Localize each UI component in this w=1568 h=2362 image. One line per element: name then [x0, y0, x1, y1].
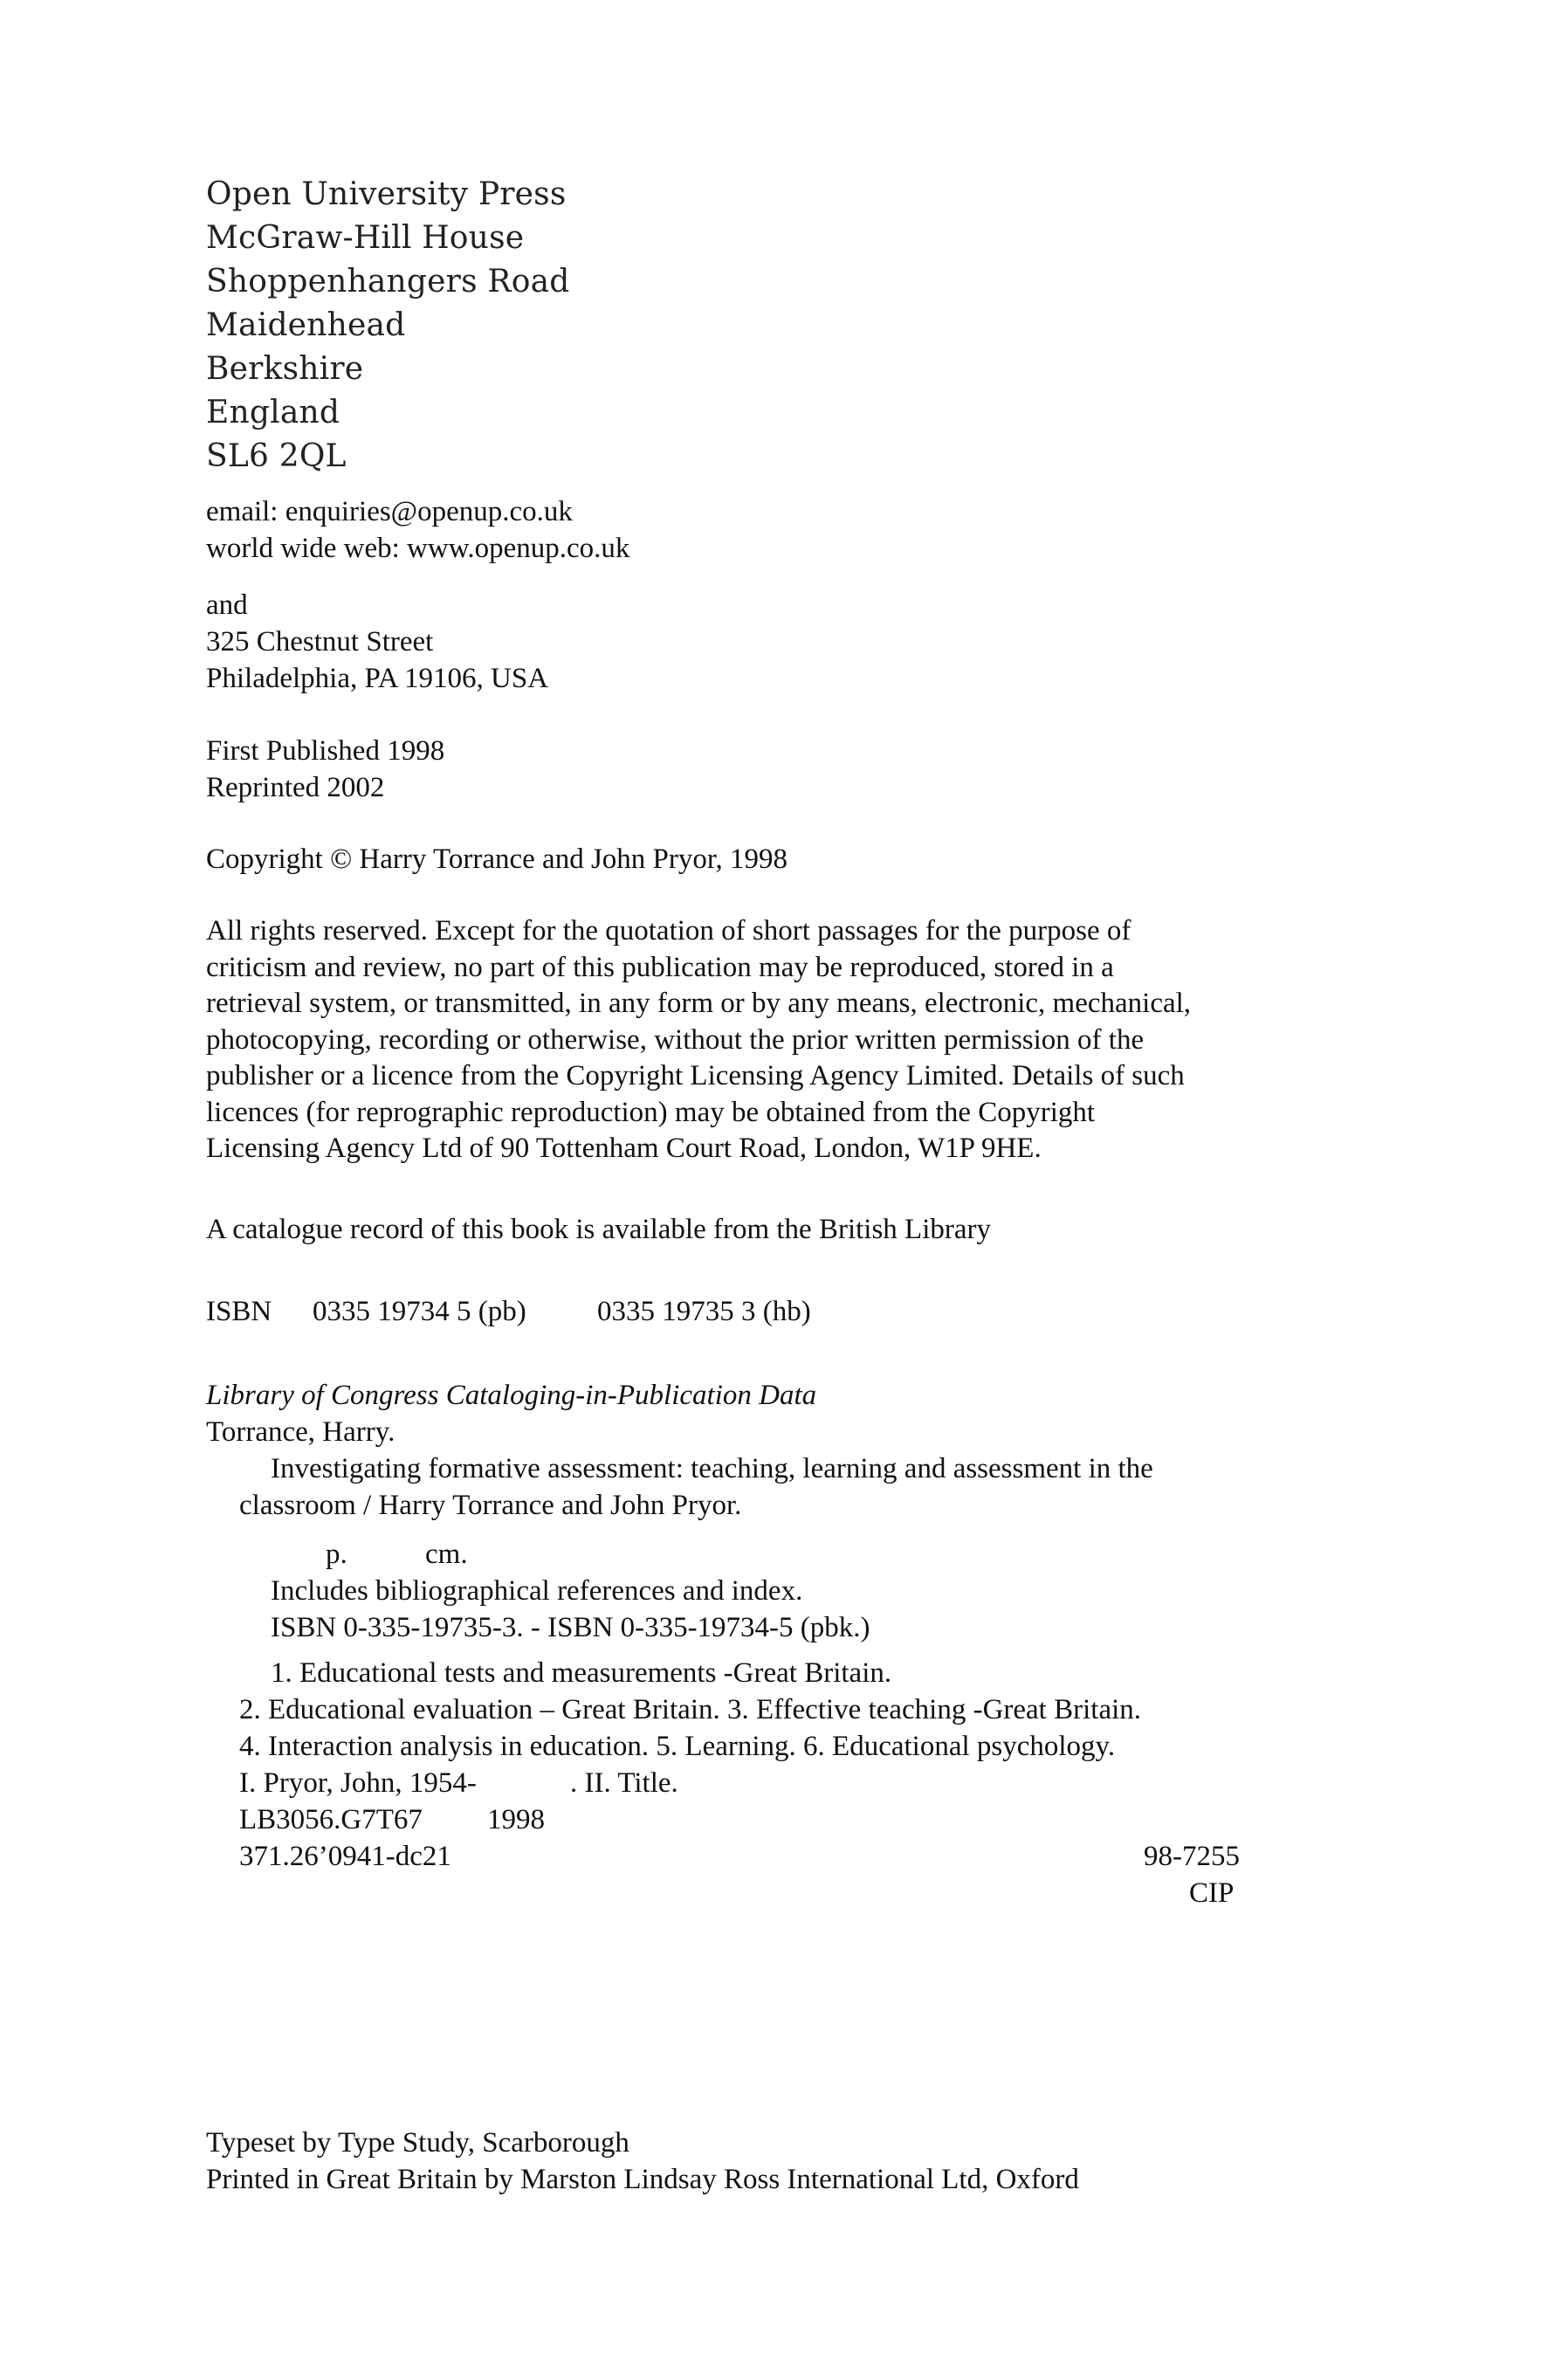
reprinted: Reprinted 2002 [206, 772, 385, 803]
cip-subject-2: 2. Educational evaluation – Great Britain. 3. Effective teaching -Great Britain. [239, 1694, 1142, 1725]
catalogue-record: A catalogue record of this book is available from the British Library [206, 1214, 991, 1245]
publisher-road: Shoppenhangers Road [206, 264, 570, 300]
cip-dewey: 371.26’0941-dc21 [239, 1841, 451, 1872]
copyright-notice: Copyright © Harry Torrance and John Pryor, 1998 [206, 844, 788, 875]
cip-includes: Includes bibliographical references and index. [271, 1575, 803, 1607]
publisher-postcode: SL6 2QL [206, 438, 347, 474]
isbn-hardback: 0335 19735 3 (hb) [597, 1296, 811, 1327]
rights-line: photocopying, recording or otherwise, without the prior written permission of the [206, 1023, 1145, 1056]
cip-pages: p. [326, 1539, 347, 1570]
typeset-by: Typeset by Type Study, Scarborough [206, 2127, 629, 2159]
publisher-building: McGraw-Hill House [206, 220, 525, 256]
us-address-and: and [206, 589, 248, 621]
cip-subject-3: 4. Interaction analysis in education. 5. Learning. 6. Educational psychology. [239, 1731, 1116, 1762]
rights-paragraph [206, 913, 1376, 1167]
cip-author: Torrance, Harry. [206, 1416, 395, 1448]
cip-lc-year: 1998 [487, 1804, 545, 1835]
cip-heading: Library of Congress Cataloging-in-Publication Data [206, 1380, 817, 1411]
cip-cm: cm. [425, 1539, 468, 1570]
contact-email: email: enquiries@openup.co.uk [206, 496, 573, 527]
rights-line: licences (for reprographic reproduction) may be obtained from the Copyright [206, 1096, 1096, 1128]
cip-isbn: ISBN 0-335-19735-3. - ISBN 0-335-19734-5 (pbk.) [271, 1612, 870, 1643]
first-published: First Published 1998 [206, 735, 445, 767]
cip-title-line1: Investigating formative assessment: teaching, learning and assessment in the [271, 1453, 1153, 1484]
contact-web: world wide web: www.openup.co.uk [206, 533, 630, 564]
isbn-paperback: 0335 19734 5 (pb) [313, 1296, 526, 1327]
rights-line: criticism and review, no part of this publication may be reproduced, stored in a [206, 951, 1114, 983]
cip-added-entry-1: I. Pryor, John, 1954- [239, 1767, 477, 1799]
rights-line: All rights reserved. Except for the quotation of short passages for the purpose of [206, 915, 1131, 947]
publisher-town: Maidenhead [206, 307, 406, 343]
publisher-county: Berkshire [206, 351, 364, 387]
publisher-country: England [206, 395, 340, 430]
us-address-street: 325 Chestnut Street [206, 626, 434, 658]
cip-lccn: 98-7255 [1144, 1841, 1240, 1872]
isbn-label: ISBN [206, 1296, 272, 1327]
cip-lc-class: LB3056.G7T67 [239, 1804, 423, 1835]
cip-added-entry-2: . II. Title. [570, 1767, 678, 1799]
cip-subject-1: 1. Educational tests and measurements -Great Britain. [271, 1657, 892, 1689]
rights-line: Licensing Agency Ltd of 90 Tottenham Court Road, London, W1P 9HE. [206, 1133, 1042, 1164]
rights-line: retrieval system, or transmitted, in any form or by any means, electronic, mechanical, [206, 988, 1192, 1019]
printed-by: Printed in Great Britain by Marston Lindsay Ross International Ltd, Oxford [206, 2164, 1079, 2195]
publisher-name: Open University Press [206, 176, 567, 212]
cip-title-line2: classroom / Harry Torrance and John Pryor. [239, 1490, 742, 1521]
rights-line: publisher or a licence from the Copyright Licensing Agency Limited. Details of such [206, 1060, 1185, 1091]
us-address-city: Philadelphia, PA 19106, USA [206, 663, 549, 694]
cip-mark: CIP [1189, 1877, 1234, 1909]
